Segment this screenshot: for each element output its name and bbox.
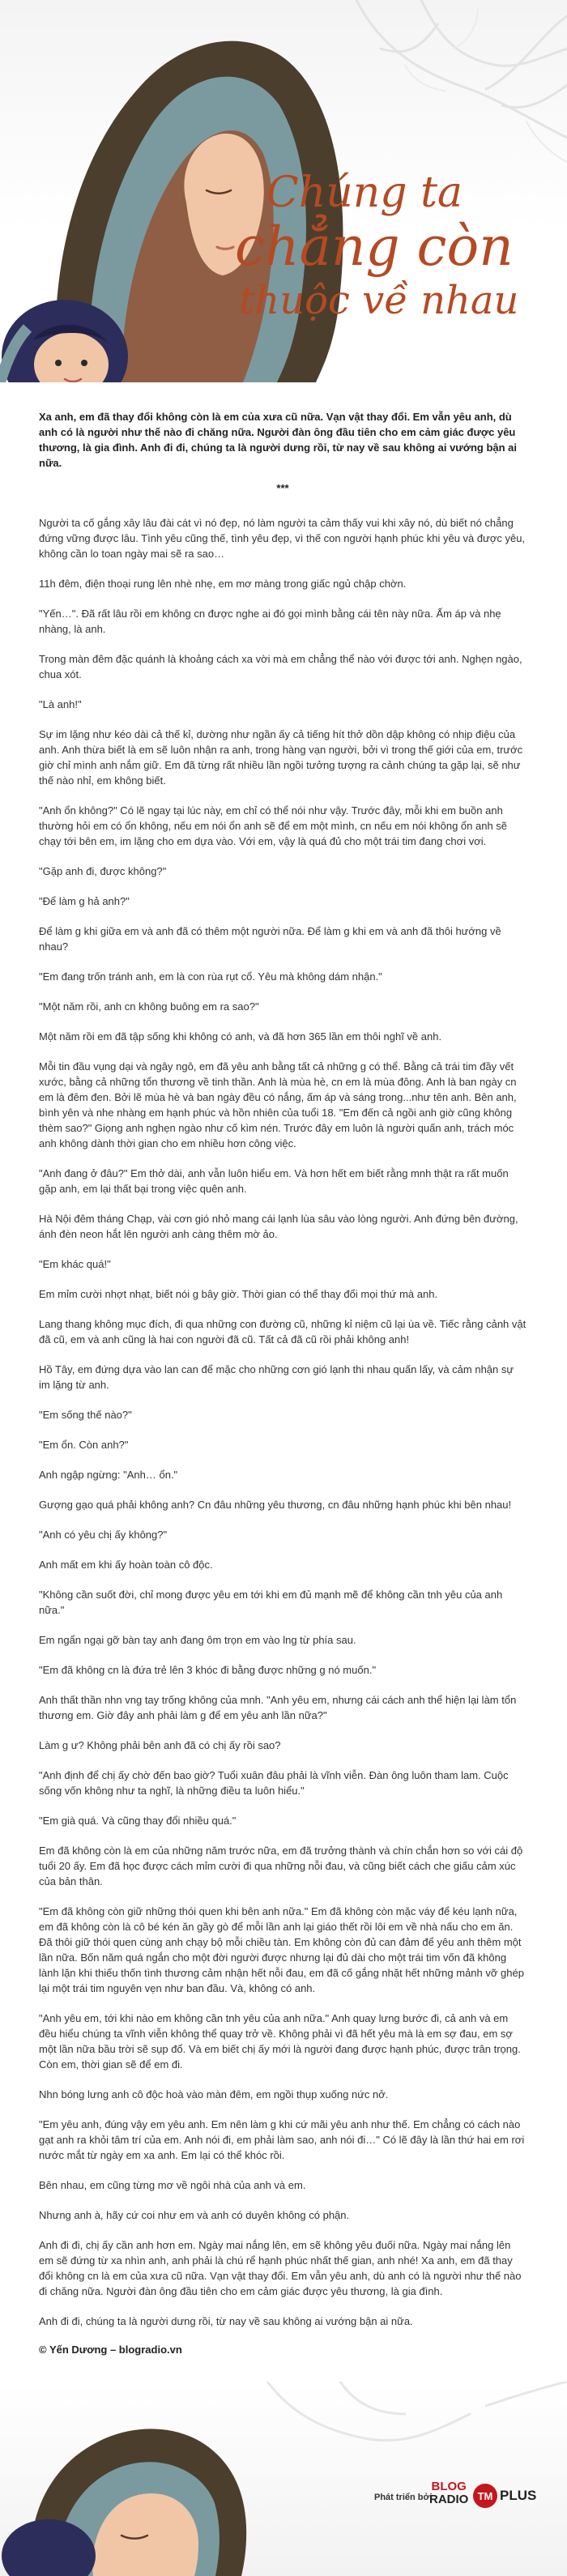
- title-line-1: Chúng ta: [266, 168, 463, 217]
- article-paragraph: Em mỉm cười nhợt nhạt, biết nói g bây giờ. Thời gian có thể thay đổi mọi thứ mà anh.: [39, 1288, 438, 1300]
- article-paragraph: Người ta cố gắng xây lâu đài cát vì nó đẹp, nó làm người ta cảm thấy vui khi xây nó, dù biết nó chẳng đứng vững được lâu. Tình yêu cũng thế, tình yêu đẹp, vì thế con người hạnh phúc khi yêu và được yêu, không cần lo toan ngày mai sẽ ra sao…: [39, 517, 526, 560]
- blogradio-logo[interactable]: [429, 2480, 468, 2506]
- section-separator: ***: [276, 482, 289, 494]
- article-paragraph: Gượng gạo quá phải không anh? Cn đâu những yêu thương, cn đâu những hạnh phúc khi bên nhau!: [39, 1499, 512, 1511]
- article-paragraph: "Em khác quá!": [39, 1258, 111, 1270]
- article-paragraph: Mỗi tin đầu vụng dại và ngây ngô, em đã yêu anh bằng tất cả những g có thể. Bằng cả trái tim đầy vết xước, bằng cả những tổn thương về tinh thần. Anh là mùa hè, cn em là mùa đông. Anh là ban ngày cn em là đêm đen. Bởi lẽ mùa hè và ban ngày đều có nắng, ấm áp và sáng trong...như tên anh. Bên anh, bình yên và nhe nhàng em hạnh phúc và hồn nhiên của tuổi 18. "Em đến cả ngồi anh giờ cũng không thèm sao?" Giọng anh nghẹn ngào như cố kìm nén. Trước đây em luôn là người quấn anh, trách móc anh không dành thời gian cho em nhiều hơn công việc.: [39, 1060, 517, 1149]
- article-paragraph: "Anh đang ở đâu?" Em thở dài, anh vẫn luôn hiểu em. Và hơn hết em biết rằng mnh thật ra rất muốn gặp anh, em lại thất bại trong việc quên anh.: [39, 1167, 509, 1195]
- article-paragraph: Nhn bóng lưng anh cô độc hoà vào màn đêm, em ngồi thụp xuống nức nở.: [39, 2088, 389, 2100]
- article-paragraph: Anh ngập ngừng: "Anh… ổn.": [39, 1469, 178, 1481]
- article-paragraph: "Không cần suốt đời, chỉ mong được yêu em tới khi em đủ mạnh mẽ để không cần tnh yêu của anh nữa.": [39, 1589, 503, 1616]
- article-paragraph: Anh mất em khi ấy hoàn toàn cô độc.: [39, 1559, 213, 1571]
- article-paragraph: Để làm g khi giữa em và anh đã có thêm một người nữa. Để làm g khi em và anh đã thôi hướng về nhau?: [39, 925, 501, 953]
- article-paragraph: "Một năm rồi, anh cn không buông em ra sao?": [39, 1000, 259, 1013]
- footer-banner: [0, 2382, 567, 2576]
- plus-logo[interactable]: [473, 2483, 536, 2509]
- powered-by-label: Phát triển bởi: [374, 2493, 433, 2502]
- article-paragraph: "Yến…". Đã rất lâu rồi em không cn được nghe ai đó gọi mình bằng cái tên này nữa. Ấm áp và nhẹ nhàng, là anh.: [39, 608, 501, 635]
- article-paragraph: Anh thất thần nhn vng tay trống không của mnh. "Anh yêu em, nhưng cái cách anh thể hiện lại làm tổn thương em. Giờ đây anh phải làm g để em yêu anh lần nữa?": [39, 1694, 517, 1721]
- article-paragraph: "Em ổn. Còn anh?": [39, 1439, 129, 1451]
- blogradio-logo-line-1: BLOG: [431, 2480, 467, 2493]
- article: [39, 409, 526, 2356]
- footer-illustration: [0, 2382, 567, 2576]
- title-line-2: chẳng còn: [235, 215, 514, 278]
- article-paragraph: "Anh ổn không?" Có lẽ ngay tại lúc này, em chỉ có thể nói như vậy. Trước đây, mỗi khi em buồn anh thường hỏi em có ổn không, nếu em nói ổn anh sẽ để em một mình, cn nếu em nói không ổn anh sẽ chạy tới bên em, im lặng cho em dựa vào. Với em, vậy là quá đủ cho một trái tim đang chơi vơi.: [39, 804, 508, 847]
- article-paragraph: "Em sống thế nào?": [39, 1409, 132, 1421]
- article-paragraph: Làm g ư? Không phải bên anh đã có chị ấy rồi sao?: [39, 1739, 281, 1751]
- article-paragraph: "Em đã không còn giữ những thói quen khi bên anh nữa." Em đã không còn mặc váy để kéu lạnh nữa, em đã không còn là cô bé kén ăn gầy gò để mỗi lần anh lại giáo thết rồi lôi em về nhà nấu cho em ăn. Đã thôi giữ thói quen cùng anh chạy bộ mỗi chiều tàn. Em không còn đủ can đảm để yêu anh thêm một lần nữa. Bốn năm quá ngắn cho một đời người được nhưng lại đủ dài cho một trái tim vốn đã không lành lặn khi thiếu thốn tình thương cảm nhận hết nỗi đau, em đã cố gắng nhặt hết những mảnh vỡ ghép lại một trái tim nguyên vẹn như ban đầu. Và, không có anh.: [39, 1905, 524, 1994]
- article-paragraph: Hồ Tây, em đứng dựa vào lan can để mặc cho những cơn gió lạnh thi nhau quấn lấy, và cảm nhận sự im lặng từ anh.: [39, 1363, 514, 1391]
- article-paragraph: "Để làm g hả anh?": [39, 895, 130, 907]
- article-paragraph: Anh đi đi, chị ấy cần anh hơn em. Ngày mai nắng lên, em sẽ không yêu đuối nữa. Ngày mai nắng lên em sẽ đứng từ xa nhìn anh, anh phải là chú rể hạnh phúc nhất thế gian, anh nhé! Xa anh, em đã thay đổi không cn là em của xưa cũ nữa. Vạn vật thay đổi. Em vẫn yêu anh, dù anh có là người như thế nào đi chăng nữa. Người đàn ông đầu tiên cho em cảm giác được yêu thương, là gia đình.: [39, 2239, 522, 2297]
- article-lead: Xa anh, em đã thay đổi không còn là em của xưa cũ nữa. Vạn vật thay đổi. Em vẫn yêu anh, dù anh có là người như thế nào đi chăng nữa. Người đàn ông đầu tiên cho em cảm giác được yêu thương, là gia đình. Anh đi đi, chúng ta là người dưng rồi, từ nay về sau không ai vướng bận ai nữa.: [39, 411, 518, 469]
- article-paragraph: "Anh có yêu chị ấy không?": [39, 1529, 168, 1541]
- article-paragraph: "Em già quá. Và cũng thay đổi nhiều quá.": [39, 1815, 237, 1827]
- article-paragraph: "Em đã không cn là đứa trẻ lên 3 khóc đi bằng được những g nó muốn.": [39, 1664, 377, 1676]
- blogradio-logo-line-2: RADIO: [429, 2493, 469, 2506]
- article-body: [39, 515, 526, 2329]
- article-paragraph: Hà Nội đêm tháng Chạp, vài cơn gió nhỏ mang cái lạnh lùa sâu vào lòng người. Anh đứng bên đường, ánh đèn neon hắt lên người anh càng thêm mờ ảo.: [39, 1213, 518, 1240]
- article-paragraph: "Em đang trốn tránh anh, em là con rùa rụt cổ. Yêu mà không dám nhận.": [39, 970, 382, 983]
- title-line-3: thuộc về nhau: [239, 278, 519, 323]
- article-paragraph: Trong màn đêm đặc quánh là khoảng cách xa vời mà em chẳng thể nào với được tới anh. Nghẹn ngào, chua xót.: [39, 653, 522, 680]
- plus-logo-text: PLUS: [500, 2488, 537, 2503]
- article-paragraph: Bên nhau, em cũng từng mơ về ngôi nhà của anh và em.: [39, 2179, 306, 2191]
- article-paragraph: "Anh định để chị ấy chờ đến bao giờ? Tuổi xuân đâu phải là vĩnh viễn. Đàn ông luôn tham lam. Cuộc sống vốn không như ta nghĩ, là những điều ta luôn hiểu.": [39, 1769, 509, 1797]
- article-paragraph: Anh đi đi, chúng ta là người dưng rồi, từ nay về sau không ai vướng bận ai nữa.: [39, 2315, 413, 2327]
- article-paragraph: Lang thang không mục đích, đi qua những con đường cũ, những kỉ niệm cũ lại ùa về. Tiếc rằng cảnh vật đã cũ, em và anh cũng là hai con người đã cũ. Tất cả đã cũ rồi phải không anh!: [39, 1318, 526, 1346]
- article-paragraph: "Anh yêu em, tới khi nào em không cần tnh yêu của anh nữa." Anh quay lưng bước đi, cả anh và em đều hiểu chúng ta vĩnh viễn không thể quay trở về. Không phải vì đã hết yêu mà là em sợ đau, em sợ một lần nữa bầu trời sẽ sụp đổ. Và em biết chị ấy mới là người đang được hạnh phúc, được trân trọng. Còn em, thời gian sẽ để em đi.: [39, 2012, 521, 2071]
- author-credit: © Yến Dương – blogradio.vn: [39, 2344, 182, 2356]
- plus-logo-badge: TM: [473, 2484, 497, 2508]
- article-paragraph: "Em yêu anh, đúng vậy em yêu anh. Em nên làm g khi cứ mãi yêu anh như thế. Em chẳng có cách nào gạt anh ra khỏi tâm trí của em. Anh nói đi, em phải làm sao, anh nói đi…" Có lẽ đây là lần thứ hai em rơi nước mắt từ ngày em xa anh. Em lại có thể khóc rồi.: [39, 2118, 525, 2161]
- article-paragraph: "Gặp anh đi, được không?": [39, 865, 167, 877]
- article-paragraph: Em ngẩn ngại gỡ bàn tay anh đang ôm trọn em vào lng từ phía sau.: [39, 1634, 356, 1646]
- article-paragraph: Sự im lặng như kéo dài cả thế kỉ, dường như ngần ấy cả tiếng hít thở dồn dập không có nhịp điệu của anh. Anh thừa biết là em sẽ luôn nhận ra anh, trong hàng vạn người, bởi vì trong thế giới của em, trước giờ chỉ mình anh nắm giữ. Em đã từng rất nhiều lần ngồi tưởng tượng ra cảnh chúng ta gặp lại, sẽ như thế nào nhỉ, em không biết.: [39, 728, 523, 787]
- article-paragraph: Em đã không còn là em của những năm trước nữa, em đã trưởng thành và chín chắn hơn so với cái độ tuổi 20 ấy. Em đã học được cách mỉm cười đi qua những nỗi đau, và cũng biết cách che giấu cảm xúc của bản thân.: [39, 1845, 523, 1887]
- article-paragraph: Một năm rồi em đã tập sống khi không có anh, và đã hơn 365 lần em thôi nghĩ về anh.: [39, 1030, 442, 1043]
- article-paragraph: 11h đêm, điện thoại rung lên nhè nhẹ, em mơ màng trong giấc ngủ chập chờn.: [39, 578, 407, 590]
- header-banner: [0, 0, 567, 382]
- article-paragraph: Nhưng anh à, hãy cứ coi như em và anh có duyên không có phận.: [39, 2209, 350, 2221]
- article-paragraph: "Là anh!": [39, 698, 82, 710]
